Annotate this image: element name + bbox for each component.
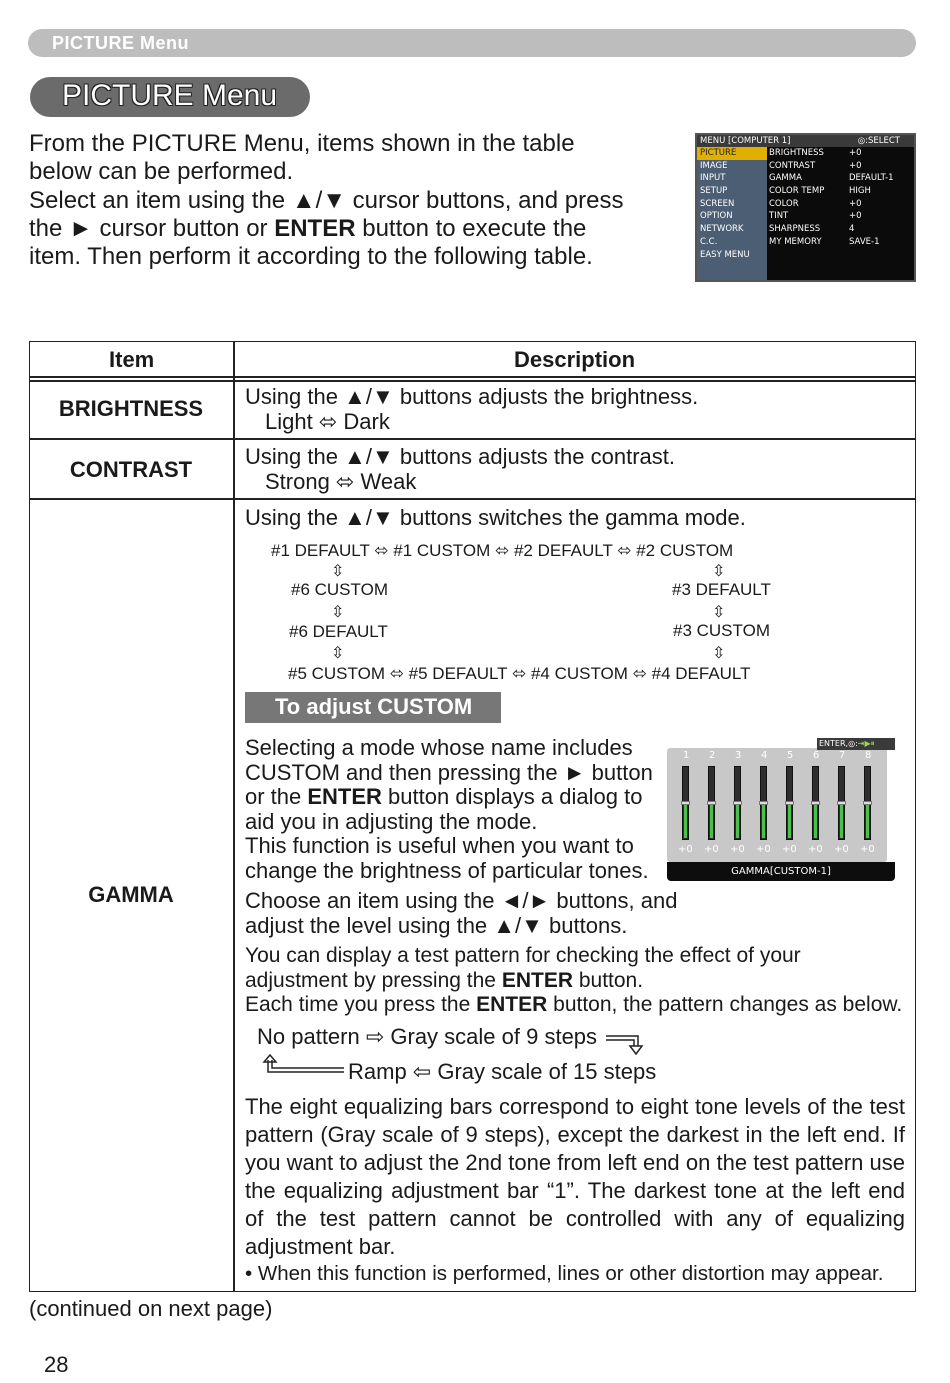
menu-screenshot: [695, 133, 916, 282]
menu-screenshot-right-item: [767, 236, 914, 249]
menu-screenshot-item-label: GAMMA: [769, 173, 802, 184]
equalizer-bar-fill: [762, 802, 765, 838]
item-gamma: GAMMA: [88, 882, 174, 907]
equalizer-bar-number: 6: [813, 750, 820, 761]
equalizer-bar-value: +0: [756, 844, 771, 855]
menu-screenshot-item-label: CONTRAST: [769, 160, 816, 171]
intro-text: [29, 130, 659, 271]
updown-arrow-icon: ⇳: [712, 563, 726, 580]
menu-screenshot-item-label: BRIGHTNESS: [769, 148, 824, 158]
intro-line: below can be performed.: [29, 158, 294, 186]
pattern-sequence-2: Ramp ⇦ Gray scale of 15 steps: [348, 1059, 657, 1084]
gamma-cycle-left-2: #6 DEFAULT: [289, 622, 388, 641]
menu-screenshot-item-value: HIGH: [849, 186, 871, 197]
menu-screenshot-item-value: DEFAULT-1: [849, 173, 894, 184]
menu-screenshot-select-hint: ◎:SELECT: [857, 136, 900, 146]
equalizer-bar[interactable]: [864, 766, 871, 840]
menu-screenshot-titlebar: [697, 135, 914, 147]
column-header-item: Item: [109, 347, 155, 372]
pattern-return-arrow-icon: [262, 1054, 346, 1076]
equalizer-bar-fill: [840, 802, 843, 838]
equalizer-bar[interactable]: [760, 766, 767, 840]
intro-line: Select an item using the ▲/▼ cursor buttons, and press: [29, 186, 624, 214]
intro-line: the ► cursor button or ENTER button to execute the: [29, 214, 587, 242]
table-header-divider: [29, 376, 916, 378]
menu-screenshot-left-item: PICTURE: [697, 147, 767, 160]
equalizer-bar-fill: [788, 802, 791, 838]
menu-screenshot-left-item: C.C.: [700, 236, 718, 247]
equalizer-bar[interactable]: [812, 766, 819, 840]
menu-screenshot-right-list: [767, 147, 914, 280]
equalizer-bar-knob[interactable]: [811, 801, 820, 805]
equalizer-bar-knob[interactable]: [681, 801, 690, 805]
updown-arrow-icon: ⇳: [331, 604, 345, 621]
page-number: 28: [44, 1352, 69, 1377]
equalizer-bar-knob[interactable]: [707, 801, 716, 805]
menu-screenshot-right-item: [767, 210, 914, 223]
page-title-pill: [30, 77, 310, 117]
menu-screenshot-right-item: [767, 185, 914, 198]
custom-heading: To adjust CUSTOM: [275, 694, 473, 719]
brightness-description: Using the ▲/▼ buttons adjusts the brightness. Light ⬄ Dark: [245, 384, 699, 434]
equalizer-bar-number: 2: [709, 750, 716, 761]
equalizer-bar-value: +0: [704, 844, 719, 855]
equalizer-bar-fill: [684, 802, 687, 838]
menu-screenshot-right-item: [767, 160, 914, 173]
menu-screenshot-left-item: NETWORK: [700, 224, 744, 235]
equalizer-bar-value: +0: [860, 844, 875, 855]
item-contrast: CONTRAST: [69, 457, 193, 482]
equalizer-bar-value: +0: [808, 844, 823, 855]
menu-screenshot-left-item: OPTION: [700, 211, 733, 222]
gamma-cycle-right-2: #3 CUSTOM: [673, 621, 770, 640]
gamma-cycle-top: #1 DEFAULT ⬄ #1 CUSTOM ⬄ #2 DEFAULT ⬄ #2 CUSTOM: [271, 541, 734, 560]
table-column-divider: [233, 341, 235, 1292]
equalizer-bar-knob[interactable]: [785, 801, 794, 805]
menu-screenshot-item-value: 4: [849, 224, 855, 235]
gamma-cycle-bottom: #5 CUSTOM ⬄ #5 DEFAULT ⬄ #4 CUSTOM ⬄ #4 DEFAULT: [288, 664, 751, 683]
gamma-description-line: Using the ▲/▼ buttons switches the gamma mode.: [245, 505, 746, 530]
equalizer-bar-value: +0: [834, 844, 849, 855]
updown-arrow-icon: ⇳: [331, 563, 345, 580]
menu-screenshot-right-item: [767, 172, 914, 185]
menu-screenshot-item-label: MY MEMORY: [769, 236, 822, 247]
gamma-equalizer-panel: [667, 748, 887, 862]
menu-screenshot-item-value: +0: [849, 211, 862, 222]
test-pattern-paragraph: You can display a test pattern for checking the effect of your adjustment by pressing the ENTER button. Each time you press the ENTER button, the pattern changes as below.: [245, 944, 903, 1016]
menu-screenshot-item-label: SHARPNESS: [769, 224, 821, 235]
pattern-sequence-1: No pattern ⇨ Gray scale of 9 steps: [257, 1024, 598, 1049]
gamma-cycle-left-1: #6 CUSTOM: [291, 580, 388, 599]
equalizer-bar[interactable]: [682, 766, 689, 840]
section-label: PICTURE Menu: [52, 33, 190, 53]
equalizer-bar-fill: [736, 802, 739, 838]
menu-screenshot-item-label: TINT: [769, 211, 789, 222]
gamma-custom-dialog: [667, 738, 895, 881]
equalizer-bar-value: +0: [678, 844, 693, 855]
equalizer-bar-number: 1: [683, 750, 690, 761]
pattern-loop-arrow-icon: [604, 1032, 648, 1056]
equalizer-bar[interactable]: [708, 766, 715, 840]
menu-screenshot-left-item: EASY MENU: [700, 249, 750, 260]
equalizer-bar[interactable]: [838, 766, 845, 840]
table-header-divider-double: [29, 380, 916, 382]
distortion-note: • When this function is performed, lines or other distortion may appear.: [245, 1262, 884, 1285]
updown-arrow-icon: ⇳: [712, 604, 726, 621]
equalizer-bar-number: 3: [735, 750, 742, 761]
menu-screenshot-item-value: +0: [849, 198, 862, 209]
menu-screenshot-item-label: COLOR TEMP: [769, 186, 825, 197]
menu-screenshot-left-item: INPUT: [700, 173, 726, 184]
gamma-dialog-footer: GAMMA[CUSTOM-1]: [667, 862, 895, 881]
gamma-cycle-right-1: #3 DEFAULT: [672, 580, 771, 599]
contrast-description: Using the ▲/▼ buttons adjusts the contrast. Strong ⬄ Weak: [245, 444, 675, 494]
equalizer-bar-knob[interactable]: [733, 801, 742, 805]
intro-line: From the PICTURE Menu, items shown in the table: [29, 130, 575, 157]
menu-screenshot-left-item: IMAGE: [700, 160, 728, 171]
equalizer-bar-number: 8: [865, 750, 872, 761]
equalizer-bar-number: 5: [787, 750, 794, 761]
choose-paragraph: Choose an item using the ◄/► buttons, and adjust the level using the ▲/▼ buttons.: [245, 888, 678, 938]
section-header-bar: [28, 29, 916, 57]
equalizer-bar-value: +0: [782, 844, 797, 855]
menu-screenshot-right-item: [767, 198, 914, 211]
menu-screenshot-left-item: SETUP: [700, 186, 728, 197]
equalizer-bar[interactable]: [786, 766, 793, 840]
equalizer-bar-value: +0: [730, 844, 745, 855]
updown-arrow-icon: ⇳: [331, 645, 345, 662]
page-title: PICTURE Menu: [62, 79, 278, 112]
equalizer-bar-knob[interactable]: [837, 801, 846, 805]
table-row-divider: [29, 438, 916, 440]
equalizer-bar-fill: [814, 802, 817, 838]
custom-paragraph: Selecting a mode whose name includes CUSTOM and then pressing the ► button or the ENTER button displays a dialog to aid you in adjusting the mode. This function is useful when you want to change the brightness of particular tones.: [245, 735, 653, 883]
item-brightness: BRIGHTNESS: [58, 396, 204, 421]
intro-line: item. Then perform it according to the following table.: [29, 243, 593, 271]
gamma-dialog-header: ENTER,◎:⇥▶⏸: [817, 738, 895, 750]
equalizer-bar-number: 7: [839, 750, 846, 761]
equalizer-bar-knob[interactable]: [863, 801, 872, 805]
custom-heading-bar: [245, 692, 501, 723]
continued-note: (continued on next page): [29, 1296, 273, 1321]
equalizer-bar-knob[interactable]: [759, 801, 768, 805]
menu-screenshot-title: MENU [COMPUTER 1]: [700, 136, 791, 146]
menu-screenshot-left-list: [697, 147, 767, 280]
equalizer-bar[interactable]: [734, 766, 741, 840]
table-row-divider: [29, 498, 916, 500]
menu-screenshot-right-item: [767, 147, 914, 160]
menu-screenshot-item-label: COLOR: [769, 198, 799, 209]
menu-screenshot-item-value: SAVE-1: [849, 236, 880, 247]
equalizer-bar-fill: [710, 802, 713, 838]
menu-screenshot-left-item: SCREEN: [700, 198, 735, 209]
equalizer-explanation: The eight equalizing bars correspond to eight tone levels of the test pattern (Gray scale of 9 steps), except the darkest in the left end. If you want to adjust the 2nd tone from left end on the test pattern use the equalizing adjustment bar “1”. The darkest tone at the left end of the test pattern cannot be controlled with any of equalizing adjustment bar.: [245, 1094, 905, 1259]
column-header-description: Description: [514, 347, 636, 372]
menu-screenshot-item-value: +0: [849, 148, 862, 158]
updown-arrow-icon: ⇳: [712, 645, 726, 662]
menu-screenshot-right-item: [767, 223, 914, 236]
equalizer-bar-fill: [866, 802, 869, 838]
equalizer-bar-number: 4: [761, 750, 768, 761]
menu-screenshot-item-value: +0: [849, 160, 862, 171]
